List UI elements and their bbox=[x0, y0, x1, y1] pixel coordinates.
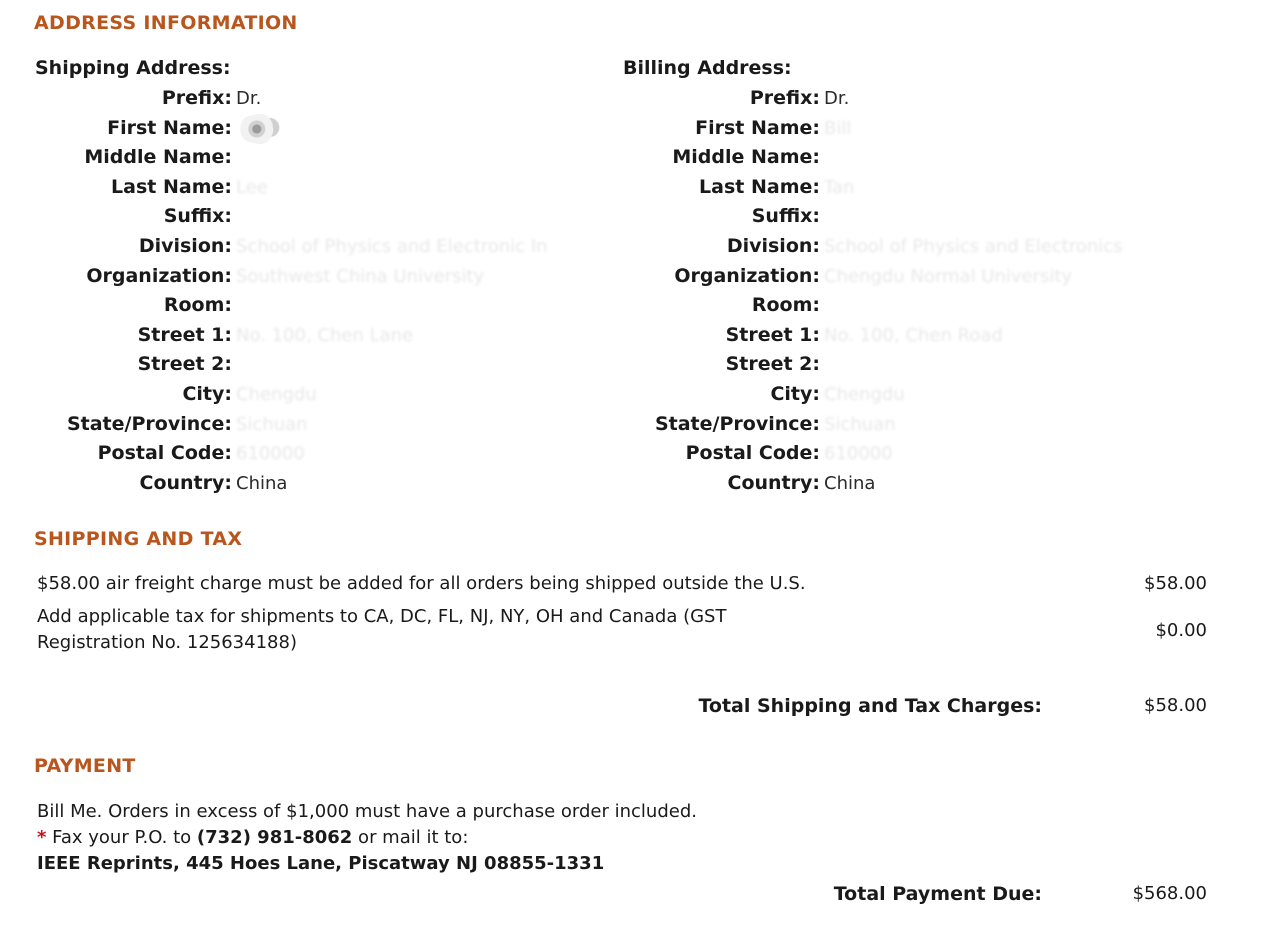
shipping-row bbox=[35, 291, 595, 321]
billing-row bbox=[623, 291, 1183, 321]
shipping-field-label: Last Name: bbox=[111, 175, 232, 198]
shipping-field-value: Chengdu bbox=[236, 383, 317, 405]
payment-heading: PAYMENT bbox=[34, 755, 136, 777]
shipping-field-value: Lee bbox=[236, 176, 268, 198]
billing-row bbox=[623, 439, 1183, 469]
shipping-field-label: Suffix: bbox=[163, 205, 232, 228]
billing-row bbox=[623, 173, 1183, 203]
shipping-field-value: China bbox=[236, 472, 288, 494]
billing-field-value: China bbox=[824, 472, 876, 494]
billing-field-value bbox=[820, 350, 824, 380]
total-payment-line bbox=[834, 883, 1207, 905]
shipping-field-label: Organization: bbox=[86, 264, 232, 287]
tax-description: Add applicable tax for shipments to CA, DC, FL, NJ, NY, OH and Canada (GST Registration No. 125634188) bbox=[37, 606, 727, 653]
billing-row bbox=[623, 202, 1183, 232]
billing-field-value: 610000 bbox=[824, 443, 893, 465]
air-freight-amount: $58.00 bbox=[1144, 573, 1207, 594]
billing-row bbox=[623, 321, 1183, 351]
shipping-row bbox=[35, 350, 595, 380]
billing-field-value: Dr. bbox=[824, 88, 850, 109]
billing-field-value: Sichuan bbox=[824, 413, 896, 435]
shipping-field-value: School of Physics and Electronic In bbox=[236, 235, 548, 257]
billing-field-value: Chengdu bbox=[824, 383, 905, 405]
shipping-field-value bbox=[232, 143, 236, 173]
billing-row bbox=[623, 84, 1183, 114]
air-freight-description: $58.00 air freight charge must be added for all orders being shipped outside the U.S. bbox=[37, 573, 806, 594]
billing-address-title: Billing Address: bbox=[623, 57, 792, 79]
billing-field-label: Street 1: bbox=[725, 323, 820, 346]
shipping-field-label: State/Province: bbox=[66, 412, 232, 435]
shipping-field-label: Country: bbox=[139, 471, 232, 494]
billing-row bbox=[623, 380, 1183, 410]
billing-field-value: Chengdu Normal University bbox=[824, 265, 1073, 287]
shipping-address-block bbox=[35, 54, 595, 498]
billing-field-label: Room: bbox=[751, 294, 820, 317]
bill-me-text: Bill Me. Orders in excess of $1,000 must have a purchase order included. bbox=[37, 801, 697, 822]
billing-row bbox=[623, 232, 1183, 262]
shipping-row bbox=[35, 439, 595, 469]
billing-row bbox=[623, 410, 1183, 440]
billing-row bbox=[623, 350, 1183, 380]
shipping-field-value: Dr. bbox=[236, 88, 262, 109]
shipping-field-value bbox=[232, 291, 236, 321]
shipping-field-label: First Name: bbox=[107, 116, 232, 139]
shipping-field-value: Southwest China University bbox=[236, 265, 485, 287]
redaction-scribble-icon bbox=[236, 114, 288, 144]
billing-field-label: Organization: bbox=[674, 264, 820, 287]
shipping-row bbox=[35, 173, 595, 203]
billing-row bbox=[623, 143, 1183, 173]
billing-field-value: Bill bbox=[824, 117, 852, 139]
shipping-row bbox=[35, 84, 595, 114]
shipping-field-value bbox=[232, 350, 236, 380]
billing-field-label: State/Province: bbox=[654, 412, 820, 435]
fax-suffix-text: or mail it to: bbox=[352, 827, 469, 848]
shipping-field-value: 610000 bbox=[236, 443, 305, 465]
billing-field-value bbox=[820, 202, 824, 232]
fax-number: (732) 981-8062 bbox=[196, 827, 353, 848]
shipping-row bbox=[35, 469, 595, 499]
shipping-address-title: Shipping Address: bbox=[35, 57, 231, 79]
shipping-field-label: Prefix: bbox=[161, 87, 232, 109]
address-information-heading: ADDRESS INFORMATION bbox=[34, 12, 298, 34]
billing-field-label: Last Name: bbox=[699, 175, 820, 198]
billing-address-block bbox=[623, 54, 1183, 498]
shipping-field-value: Sichuan bbox=[236, 413, 308, 435]
shipping-and-tax-heading: SHIPPING AND TAX bbox=[34, 528, 243, 550]
shipping-row bbox=[35, 202, 595, 232]
payment-instructions bbox=[37, 799, 697, 877]
billing-field-label: Suffix: bbox=[751, 205, 820, 228]
billing-field-label: Prefix: bbox=[749, 87, 820, 109]
fax-prefix-text: Fax your P.O. to bbox=[46, 827, 197, 848]
required-asterisk: * bbox=[37, 827, 47, 848]
air-freight-line bbox=[37, 571, 1207, 597]
shipping-field-label: Room: bbox=[163, 294, 232, 317]
billing-field-value bbox=[820, 143, 824, 173]
total-shipping-tax-label: Total Shipping and Tax Charges: bbox=[698, 695, 1042, 717]
billing-row bbox=[623, 262, 1183, 292]
shipping-field-label: Street 1: bbox=[137, 323, 232, 346]
total-shipping-tax-value: $58.00 bbox=[1144, 695, 1207, 716]
shipping-field-value: No. 100, Chen Lane bbox=[236, 324, 414, 346]
tax-line bbox=[37, 604, 1207, 656]
billing-field-label: First Name: bbox=[695, 116, 820, 139]
shipping-row bbox=[35, 114, 595, 144]
billing-field-label: Postal Code: bbox=[685, 442, 820, 465]
shipping-field-label: Postal Code: bbox=[97, 442, 232, 465]
shipping-field-label: Street 2: bbox=[137, 353, 232, 376]
billing-field-label: City: bbox=[770, 382, 820, 405]
mailing-address: IEEE Reprints, 445 Hoes Lane, Piscatway NJ 08855-1331 bbox=[37, 853, 605, 874]
billing-row bbox=[623, 114, 1183, 144]
tax-amount: $0.00 bbox=[1155, 619, 1207, 641]
billing-field-value: Tan bbox=[824, 176, 855, 198]
shipping-field-label: Division: bbox=[138, 234, 232, 257]
billing-field-label: Middle Name: bbox=[672, 146, 820, 169]
billing-field-label: Street 2: bbox=[725, 353, 820, 376]
shipping-row bbox=[35, 410, 595, 440]
billing-field-value: School of Physics and Electronics bbox=[824, 235, 1123, 257]
shipping-field-value bbox=[232, 202, 236, 232]
shipping-row bbox=[35, 380, 595, 410]
shipping-field-value bbox=[232, 114, 236, 144]
shipping-row bbox=[35, 262, 595, 292]
shipping-row bbox=[35, 321, 595, 351]
shipping-row bbox=[35, 143, 595, 173]
billing-field-value bbox=[820, 291, 824, 321]
billing-field-value: No. 100, Chen Road bbox=[824, 324, 1003, 346]
total-payment-value: $568.00 bbox=[1132, 883, 1207, 904]
shipping-field-label: City: bbox=[182, 382, 232, 405]
shipping-field-label: Middle Name: bbox=[84, 146, 232, 169]
billing-field-label: Division: bbox=[726, 234, 820, 257]
fax-instructions bbox=[37, 825, 697, 851]
billing-field-label: Country: bbox=[727, 471, 820, 494]
shipping-row bbox=[35, 232, 595, 262]
total-payment-label: Total Payment Due: bbox=[833, 883, 1042, 905]
total-shipping-tax-line bbox=[698, 695, 1207, 717]
billing-row bbox=[623, 469, 1183, 499]
